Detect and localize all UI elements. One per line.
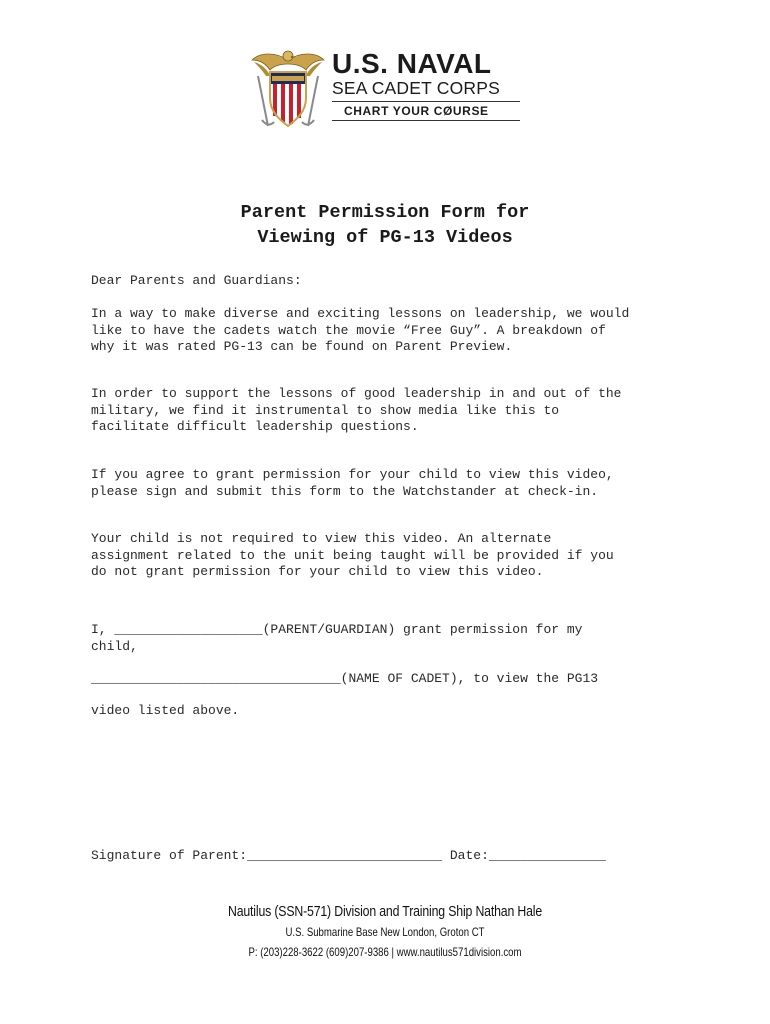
paragraph-agree: If you agree to grant permission for your child to view this video, please sign and submit this form to the Watchstander at check-in. — [91, 467, 614, 499]
document-title — [0, 200, 770, 250]
org-name-line1: U.S. NAVAL — [332, 48, 492, 79]
org-logo — [248, 46, 528, 130]
permission-closing: video listed above. — [91, 703, 240, 718]
footer-contact: P: (203)228-3622 (609)207-9386 | www.nautilus571division.com — [248, 945, 522, 959]
paragraph-intro: In a way to make diverse and exciting lessons on leadership, we would like to have the cadets watch the movie “Free Guy”. A breakdown of why it was rated PG-13 can be found on Parent Preview. — [91, 306, 630, 354]
org-tagline: CHART YOUR CØURSE — [332, 101, 520, 121]
org-name-line2: SEA CADET CORPS — [332, 78, 501, 98]
parent-permission-field[interactable]: I, ___________________(PARENT/GUARDIAN) grant permission for my child, — [91, 622, 583, 654]
paragraph-support: In order to support the lessons of good leadership in and out of the military, we find it instrumental to show media like this to facilitate difficult leadership questions. — [91, 386, 622, 434]
title-line1: Parent Permission Form for — [240, 202, 530, 223]
eagle-shield-emblem-icon — [248, 46, 328, 130]
signature-date-field[interactable]: Signature of Parent:_________________________ Date:_______________ — [91, 848, 606, 863]
title-line2: Viewing of PG-13 Videos — [257, 227, 513, 248]
paragraph-optional: Your child is not required to view this video. An alternate assignment related to the unit being taught will be provided if you do not grant permission for your child to view this video. — [91, 531, 614, 579]
footer-address: U.S. Submarine Base New London, Groton CT — [285, 925, 485, 939]
org-wordmark — [332, 50, 522, 121]
footer-division-name: Nautilus (SSN-571) Division and Training Ship Nathan Hale — [227, 903, 543, 920]
salutation: Dear Parents and Guardians: — [91, 273, 302, 288]
cadet-name-field[interactable]: ________________________________(NAME OF CADET), to view the PG13 — [91, 671, 599, 686]
